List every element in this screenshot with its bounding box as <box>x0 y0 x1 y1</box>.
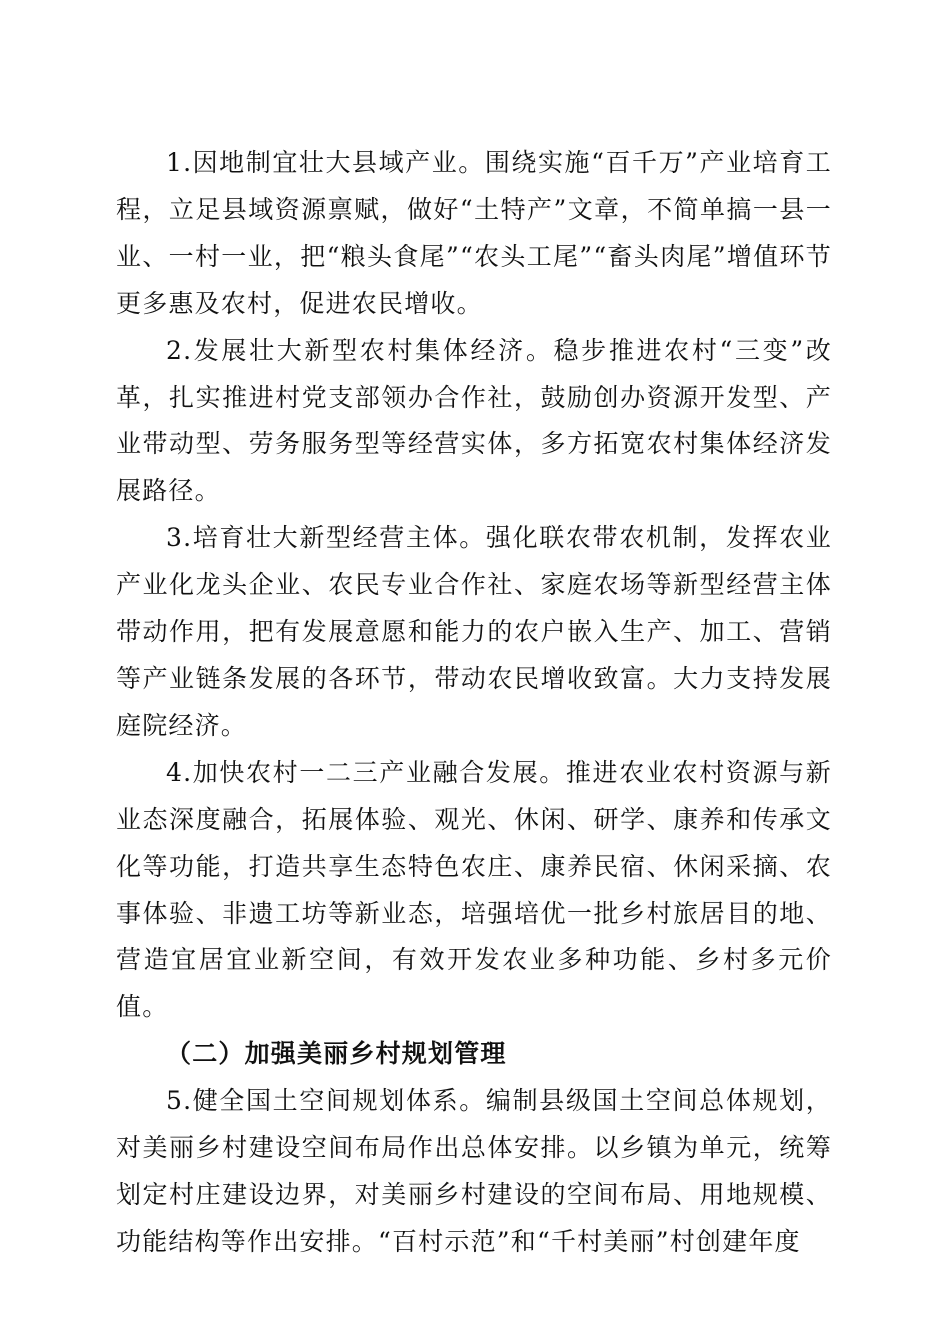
paragraph-3: 3.培育壮大新型经营主体。强化联农带农机制，发挥农业产业化龙头企业、农民专业合作社、家庭农场等新型经营主体带动作用，把有发展意愿和能力的农户嵌入生产、加工、营销等产业链条发展的各环节，带动农民增收致富。大力支持发展庭院经济。 <box>116 523 832 740</box>
document-body <box>116 140 832 1266</box>
paragraph-1: 1.因地制宜壮大县域产业。围绕实施“百千万”产业培育工程，立足县域资源禀赋，做好“土特产”文章，不简单搞一县一业、一村一业，把“粮头食尾”“农头工尾”“畜头肉尾”增值环节更多惠及农村，促进农民增收。 <box>116 148 832 318</box>
section-heading: （二）加强美丽乡村规划管理 <box>166 1039 507 1069</box>
paragraph-5: 5.健全国土空间规划体系。编制县级国土空间总体规划，对美丽乡村建设空间布局作出总体安排。以乡镇为单元，统筹划定村庄建设边界，对美丽乡村建设的空间布局、用地规模、功能结构等作出安排。“百村示范”和“千村美丽”村创建年度 <box>116 1086 832 1256</box>
paragraph-2: 2.发展壮大新型农村集体经济。稳步推进农村“三变”改革，扎实推进村党支部领办合作社，鼓励创办资源开发型、产业带动型、劳务服务型等经营实体，多方拓宽农村集体经济发展路径。 <box>116 335 832 506</box>
paragraph-4: 4.加快农村一二三产业融合发展。推进农业农村资源与新业态深度融合，拓展体验、观光、休闲、研学、康养和传承文化等功能，打造共享生态特色农庄、康养民宿、休闲采摘、农事体验、非遗工坊等新业态，培强培优一批乡村旅居目的地、营造宜居宜业新空间，有效开发农业多种功能、乡村多元价值。 <box>116 757 832 1022</box>
